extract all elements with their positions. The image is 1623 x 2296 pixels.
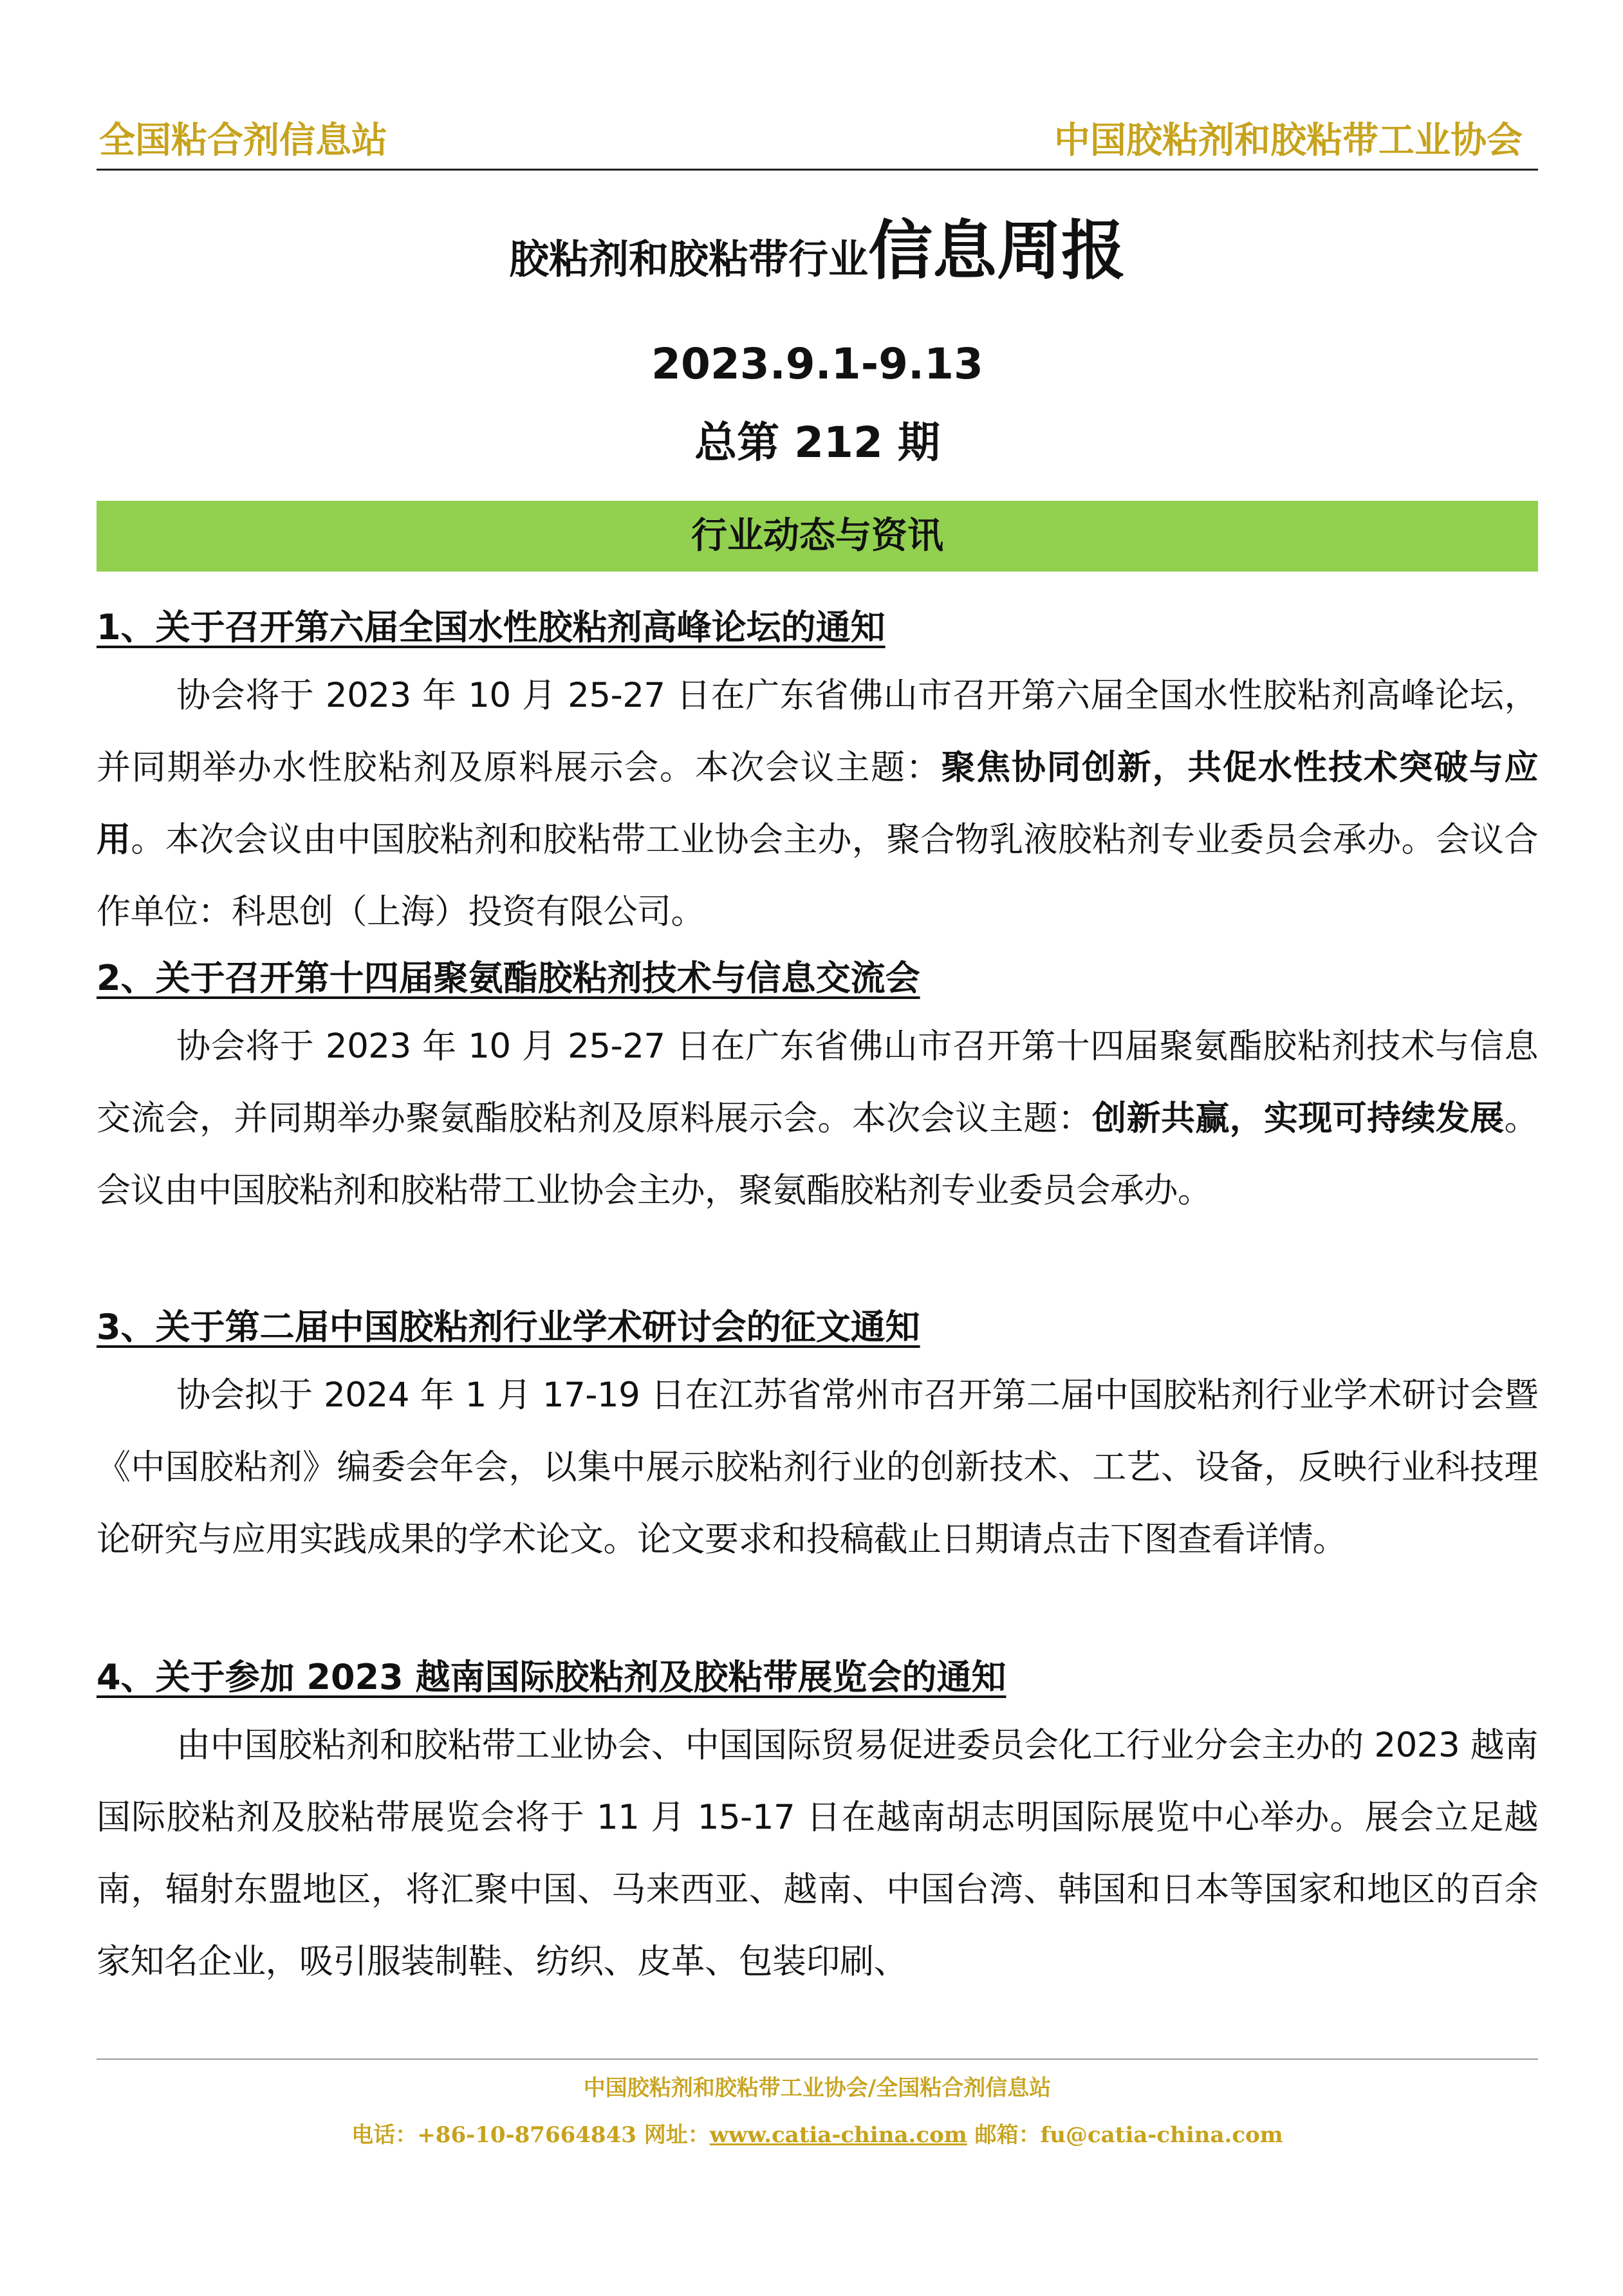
article-1: [97, 595, 1538, 948]
article-1-heading[interactable]: 1、关于召开第六届全国水性胶粘剂高峰论坛的通知: [97, 607, 886, 648]
footer-divider: [97, 2058, 1538, 2060]
date-range: 2023.9.1-9.13: [651, 339, 983, 389]
article-3-heading[interactable]: 3、关于第二届中国胶粘剂行业学术研讨会的征文通知: [97, 1307, 920, 1347]
article-4-body: 由中国胶粘剂和胶粘带工业协会、中国国际贸易促进委员会化工行业分会主办的 2023 越南国际胶粘剂及胶粘带展览会将于 11 月 15-17 日在越南胡志明国际展览中心举办。展会立足越南，辐射东盟地区，将汇聚中国、马来西亚、越南、中国台湾、韩国和日本等国家和地区的百余家知名企业，吸引服装制鞋、纺织、皮革、包装印刷、: [97, 1726, 1538, 1981]
page-header: [97, 111, 1538, 171]
article-1-text-b: 。本次会议由中国胶粘剂和胶粘带工业协会主办，聚合物乳液胶粘剂专业委员会承办。会议合作单位：科思创（上海）投资有限公司。: [97, 820, 1539, 931]
footer-email: 邮箱：fu@catia-china.com: [967, 2122, 1283, 2148]
article-2-body: [97, 1011, 1538, 1227]
footer-website-link[interactable]: www.catia-china.com: [709, 2122, 967, 2148]
article-2: [97, 946, 1538, 1227]
article-4: [97, 1645, 1538, 1998]
article-2-heading[interactable]: 2、关于召开第十四届聚氨酯胶粘剂技术与信息交流会: [97, 958, 920, 998]
report-title-main: 信息周报: [868, 213, 1126, 288]
article-1-text-a: 协会将于 2023 年 10 月 25-27 日在广东省佛山市召开第六届全国水性胶粘剂高峰论坛，并同期举办水性胶粘剂及原料展示会。本次会议主题：: [97, 676, 1538, 787]
article-2-text-b: 。会议由中国胶粘剂和胶粘带工业协会主办，聚氨酯胶粘剂专业委员会承办。: [97, 1099, 1539, 1210]
article-1-body: [97, 660, 1538, 948]
header-association-name: 中国胶粘剂和胶粘带工业协会: [1054, 119, 1523, 162]
section-banner: 行业动态与资讯: [97, 501, 1538, 572]
article-3-body: 协会拟于 2024 年 1 月 17-19 日在江苏省常州市召开第二届中国胶粘剂行业学术研讨会暨《中国胶粘剂》编委会年会，以集中展示胶粘剂行业的创新技术、工艺、设备，反映行业科技理论研究与应用实践成果的学术论文。论文要求和投稿截止日期请点击下图查看详情。: [97, 1376, 1538, 1559]
footer-tel: 电话：+86-10-87664843 网址：: [351, 2122, 710, 2148]
report-title: [97, 206, 1538, 296]
article-3: [97, 1295, 1538, 1576]
report-title-prefix: 胶粘剂和胶粘带行业: [508, 236, 868, 283]
article-1-theme: 聚焦协同创新，共促水性技术突破与应用: [97, 748, 1538, 859]
footer-organization: 中国胶粘剂和胶粘带工业协会/全国粘合剂信息站: [583, 2075, 1052, 2101]
document-page: [97, 0, 1538, 2296]
article-2-theme: 创新共赢，实现可持续发展: [1092, 1099, 1505, 1138]
article-4-heading[interactable]: 4、关于参加 2023 越南国际胶粘剂及胶粘带展览会的通知: [97, 1657, 1006, 1697]
issue-number: 总第 212 期: [694, 418, 940, 467]
article-2-text-a: 协会将于 2023 年 10 月 25-27 日在广东省佛山市召开第十四届聚氨酯胶粘剂技术与信息交流会，并同期举办聚氨酯胶粘剂及原料展示会。本次会议主题：: [97, 1027, 1538, 1138]
header-site-name: 全国粘合剂信息站: [99, 119, 387, 162]
footer-contact: [97, 2113, 1538, 2158]
